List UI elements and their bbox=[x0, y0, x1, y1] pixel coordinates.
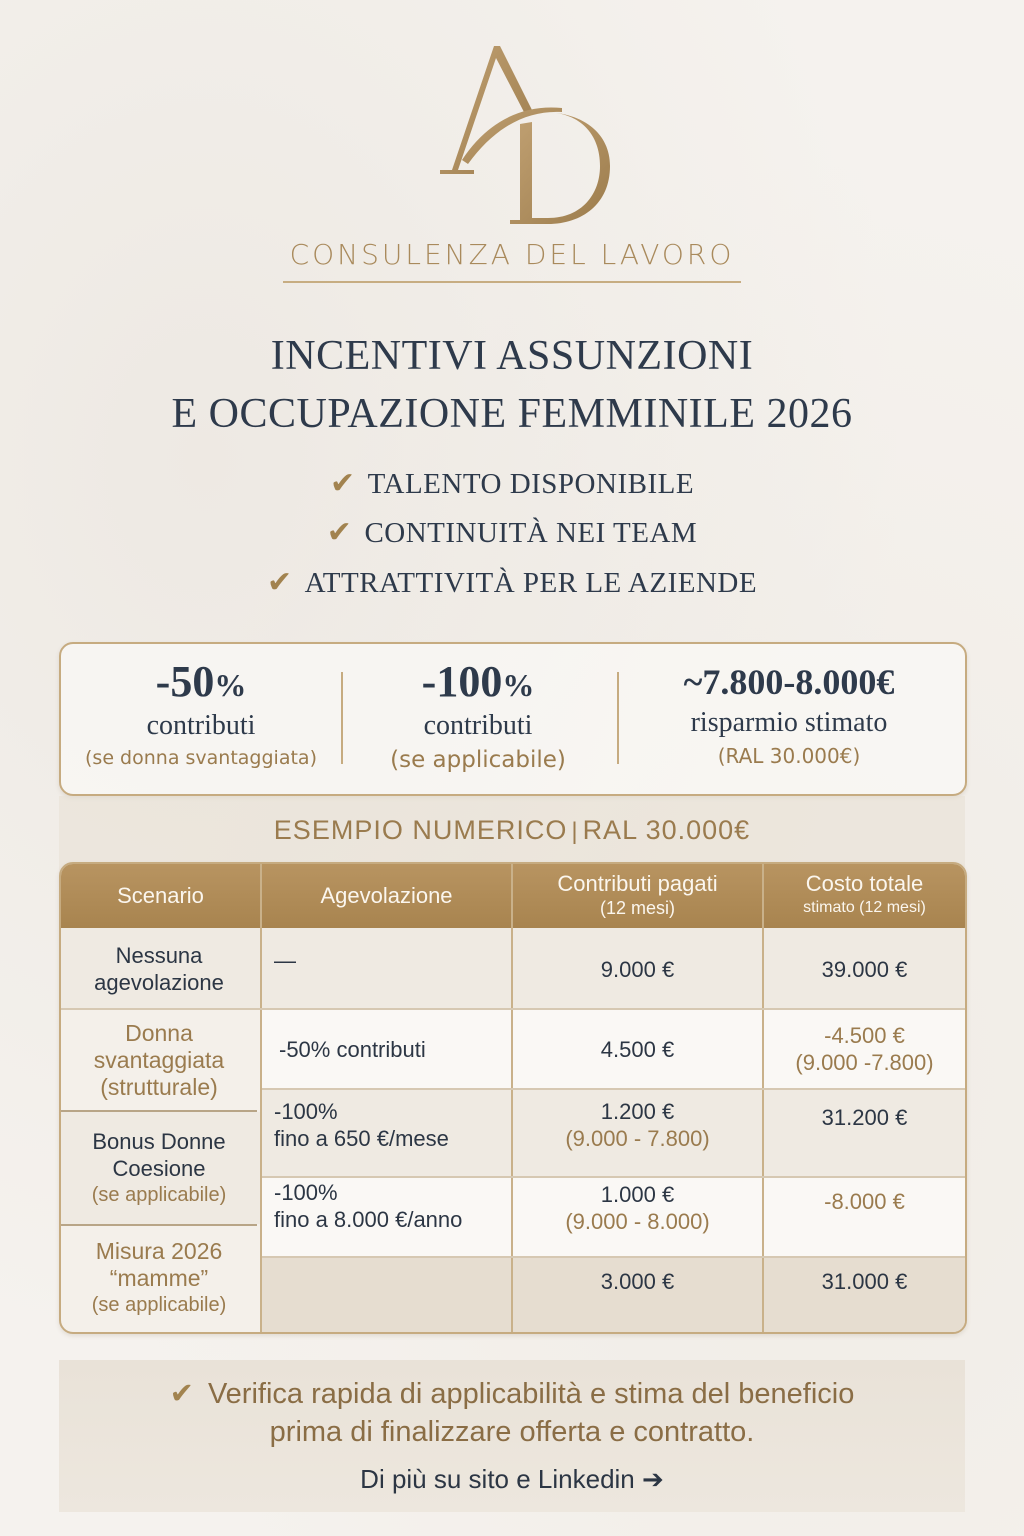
scenario-line: Bonus Donne bbox=[92, 1128, 226, 1154]
scenario-line: Misura 2026 bbox=[95, 1237, 223, 1264]
header-label: Contributi pagati bbox=[557, 871, 718, 896]
agevolazione-line: -100% bbox=[274, 1099, 338, 1124]
scenario-line: svantaggiata bbox=[93, 1046, 225, 1073]
agevolazione-line: -50% contributi bbox=[279, 1036, 426, 1062]
header-sublabel: stimato (12 mesi) bbox=[803, 899, 926, 916]
brand-name: CONSULENZA DEL LAVORO bbox=[289, 238, 735, 271]
costo-note: (9.000 -7.800) bbox=[795, 1050, 934, 1075]
scenario-note: (se applicabile) bbox=[91, 1293, 227, 1316]
agevolazione-line: — bbox=[274, 947, 296, 973]
bullet-text: CONTINUITÀ NEI TEAM bbox=[364, 517, 698, 549]
scenario-cell bbox=[61, 1226, 257, 1330]
highlight-note: (se applicabile) bbox=[390, 747, 566, 773]
page-title-line2: E OCCUPAZIONE FEMMINILE 2026 bbox=[171, 391, 853, 437]
ad-logo bbox=[432, 42, 612, 228]
contributi-note: (9.000 - 7.800) bbox=[565, 1126, 710, 1151]
contributi-cell bbox=[513, 930, 762, 1008]
scenario-line: Nessuna bbox=[115, 943, 203, 968]
scenario-line: “mamme” bbox=[109, 1264, 209, 1291]
costo-value: -4.500 € bbox=[824, 1023, 905, 1048]
costo-value: -8.000 € bbox=[824, 1188, 905, 1214]
check-icon: ✔ bbox=[266, 565, 293, 600]
highlight-label: risparmio stimato bbox=[690, 707, 888, 738]
highlight-label: contributi bbox=[146, 710, 256, 741]
header-contributi bbox=[513, 864, 762, 928]
example-table bbox=[59, 862, 967, 1334]
header-label: Scenario bbox=[117, 883, 204, 908]
scenario-note: (strutturale) bbox=[100, 1073, 218, 1100]
agevolazione-line: fino a 8.000 €/anno bbox=[274, 1207, 463, 1232]
footer-text: Verifica rapida di applicabilità e stima del beneficio bbox=[207, 1378, 855, 1410]
bullet-item bbox=[0, 515, 1024, 550]
highlight-value: -50 bbox=[155, 657, 215, 706]
scenario-line: Donna bbox=[125, 1019, 193, 1046]
highlight-item bbox=[617, 644, 961, 794]
costo-value: 39.000 € bbox=[821, 956, 908, 982]
footer-link-text[interactable]: Di più su sito e Linkedin bbox=[360, 1464, 635, 1494]
header-label: Costo totale bbox=[805, 871, 924, 896]
scenario-note: (se applicabile) bbox=[91, 1183, 227, 1206]
highlights-box bbox=[59, 642, 967, 796]
highlight-note: (RAL 30.000€) bbox=[717, 744, 861, 768]
highlight-unit: % bbox=[214, 667, 247, 703]
bullet-text: TALENTO DISPONIBILE bbox=[367, 468, 695, 500]
example-title: ESEMPIO NUMERICO bbox=[273, 815, 568, 845]
agevolazione-cell bbox=[262, 1178, 511, 1234]
footer-line2: prima di finalizzare offerta e contratto. bbox=[269, 1416, 755, 1448]
example-separator: | bbox=[571, 818, 579, 845]
page-title-line1: INCENTIVI ASSUNZIONI bbox=[270, 333, 754, 379]
bullet-text: ATTRATTIVITÀ PER LE AZIENDE bbox=[304, 567, 758, 599]
contributi-value: 1.000 € bbox=[600, 1182, 675, 1207]
highlight-value: ~7.800-8.000€ bbox=[683, 662, 895, 702]
header-sublabel: (12 mesi) bbox=[599, 898, 675, 918]
header-scenario bbox=[61, 864, 260, 928]
highlight-item bbox=[343, 644, 613, 794]
agevolazione-cell bbox=[267, 1010, 511, 1088]
footer-line1 bbox=[0, 1376, 1024, 1411]
contributi-cell bbox=[513, 1010, 762, 1088]
highlight-label: contributi bbox=[423, 710, 533, 741]
contributi-value: 4.500 € bbox=[600, 1036, 675, 1062]
scenario-line: agevolazione bbox=[94, 970, 224, 995]
check-icon: ✔ bbox=[326, 515, 353, 550]
footer-link[interactable] bbox=[0, 1464, 1024, 1495]
brand-divider bbox=[283, 281, 741, 283]
bullet-item bbox=[0, 565, 1024, 600]
highlight-value: -100 bbox=[421, 657, 503, 706]
costo-value: 31.000 € bbox=[821, 1268, 908, 1294]
agevolazione-cell bbox=[262, 930, 511, 990]
agevolazione-cell bbox=[262, 1090, 511, 1160]
example-subtitle: RAL 30.000€ bbox=[582, 815, 751, 845]
contributi-cell bbox=[513, 1178, 762, 1238]
contributi-note: (9.000 - 8.000) bbox=[565, 1209, 710, 1234]
costo-cell bbox=[764, 930, 965, 1008]
contributi-value: 9.000 € bbox=[600, 956, 675, 982]
header-agevolazione bbox=[262, 864, 511, 928]
scenario-cell bbox=[61, 930, 257, 1008]
highlight-unit: % bbox=[502, 667, 535, 703]
costo-cell bbox=[764, 1178, 965, 1224]
scenario-cell bbox=[61, 1010, 257, 1110]
costo-cell bbox=[764, 1258, 965, 1304]
arrow-right-icon[interactable]: ➔ bbox=[642, 1465, 664, 1495]
header-costo bbox=[764, 864, 965, 928]
agevolazione-line: fino a 650 €/mese bbox=[274, 1126, 449, 1151]
contributi-cell bbox=[513, 1090, 762, 1160]
costo-cell bbox=[764, 1090, 965, 1160]
contributi-cell bbox=[513, 1258, 762, 1304]
agevolazione-line: -100% bbox=[274, 1180, 338, 1205]
highlight-note: (se donna svantaggiata) bbox=[85, 747, 317, 769]
costo-value: 31.200 € bbox=[821, 1105, 908, 1130]
contributi-value: 1.200 € bbox=[600, 1099, 675, 1124]
highlight-item bbox=[61, 644, 341, 794]
scenario-line: Coesione bbox=[112, 1155, 206, 1181]
example-heading bbox=[0, 815, 1024, 846]
check-icon: ✔ bbox=[169, 1376, 194, 1410]
costo-cell bbox=[764, 1010, 965, 1088]
header-label: Agevolazione bbox=[320, 883, 453, 908]
check-icon: ✔ bbox=[329, 466, 356, 501]
bullet-item bbox=[0, 466, 1024, 501]
contributi-value: 3.000 € bbox=[600, 1268, 675, 1294]
scenario-cell bbox=[61, 1112, 257, 1224]
